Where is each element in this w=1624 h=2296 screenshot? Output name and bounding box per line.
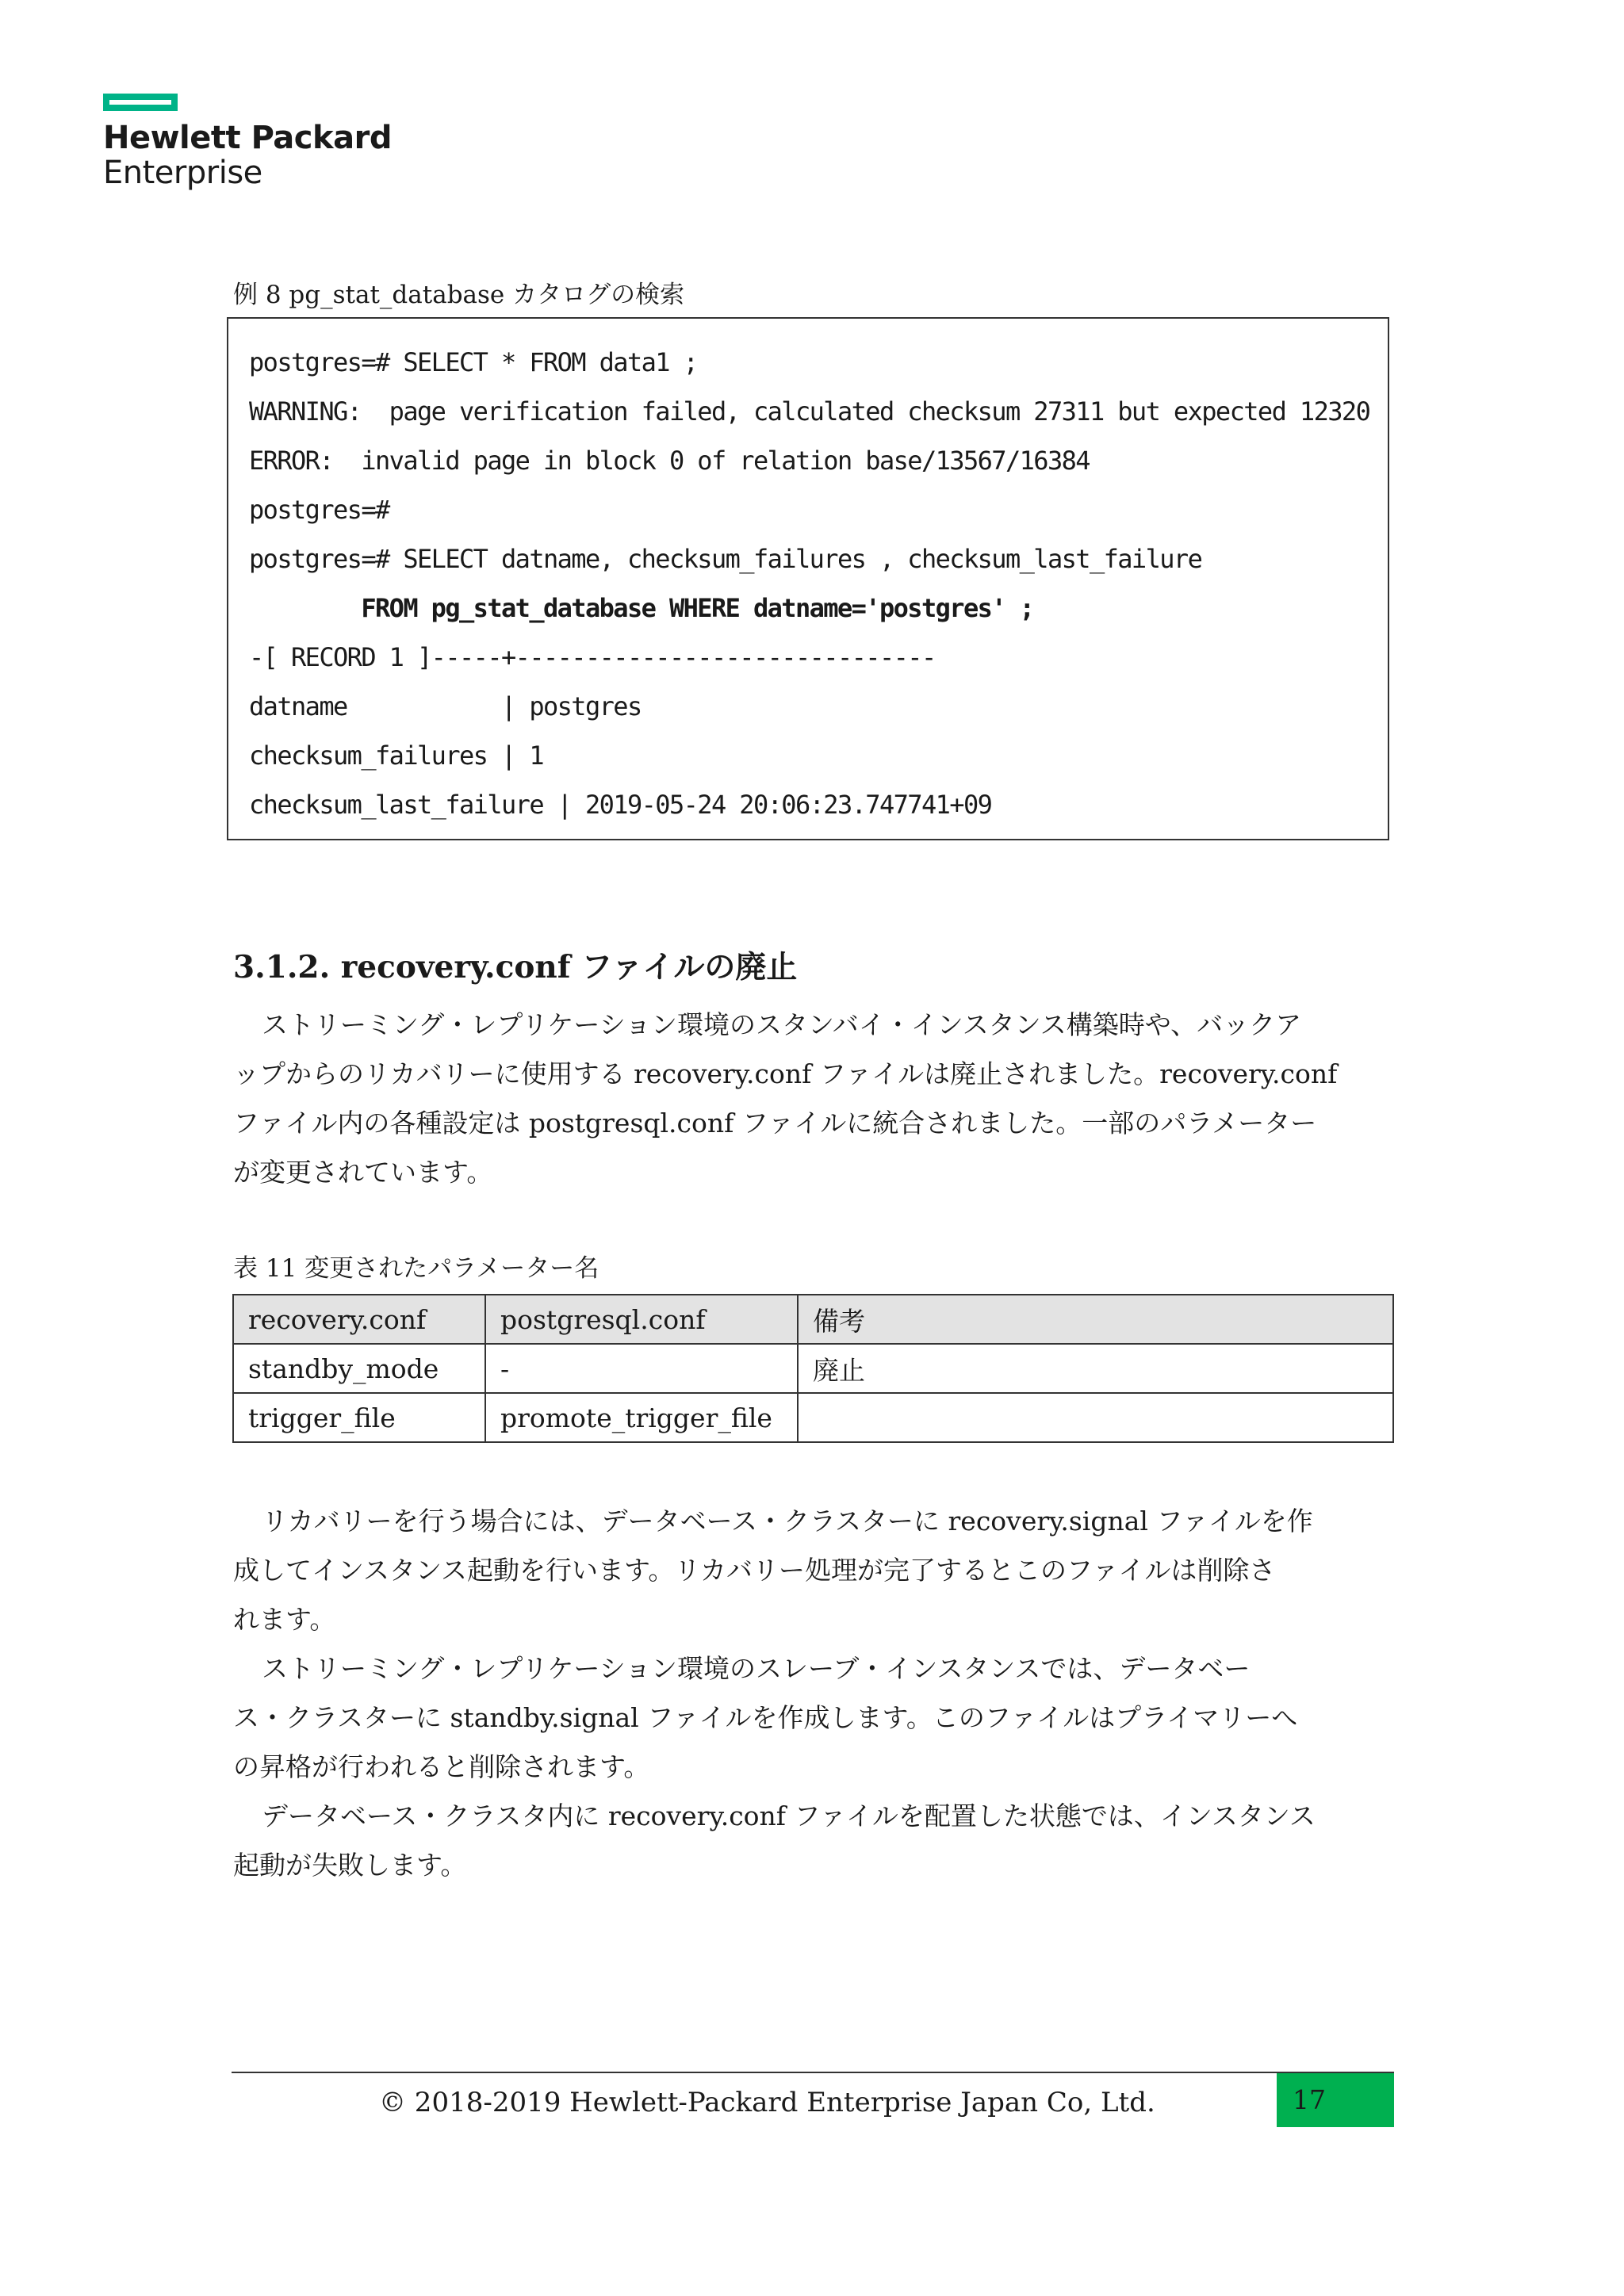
table-cell: 廃止: [798, 1344, 1393, 1393]
table-cell: promote_trigger_file: [485, 1393, 798, 1442]
table-cell: -: [485, 1344, 798, 1393]
section-heading: 3.1.2. recovery.conf ファイルの廃止: [233, 949, 798, 985]
table-header-cell: postgresql.conf: [485, 1295, 798, 1344]
paragraph-line: ファイル内の各種設定は postgresql.conf ファイルに統合されました。一部のパラメーター: [233, 1108, 1317, 1138]
paragraph-line: の昇格が行われると削除されます。: [233, 1751, 650, 1782]
table-header-row: [233, 1295, 1393, 1344]
footer-divider: [232, 2072, 1394, 2073]
table-row: [233, 1344, 1393, 1393]
table-cell: [798, 1393, 1393, 1442]
code-line: checksum_failures | 1: [249, 740, 543, 771]
code-line: -[ RECORD 1 ]-----+------------------------------: [249, 642, 936, 672]
code-line: WARNING: page verification failed, calculated checksum 27311 but expected 12320: [249, 396, 1370, 427]
table-caption: 表 11 変更されたパラメーター名: [233, 1254, 599, 1283]
paragraph-line: ストリーミング・レプリケーション環境のスレーブ・インスタンスでは、データベー: [262, 1653, 1251, 1684]
paragraph-line: ップからのリカバリーに使用する recovery.conf ファイルは廃止されました。recovery.conf: [233, 1058, 1338, 1089]
table-header-cell: 備考: [798, 1295, 1393, 1344]
code-line: datname | postgres: [249, 691, 642, 721]
paragraph-line: れます。: [233, 1604, 336, 1635]
footer-copyright: © 2018-2019 Hewlett-Packard Enterprise Japan Co, Ltd.: [379, 2087, 1155, 2118]
parameter-table: [232, 1294, 1394, 1443]
paragraph-line: が変更されています。: [233, 1157, 493, 1188]
example-caption: 例 8 pg_stat_database カタログの検索: [233, 281, 685, 309]
code-line: FROM pg_stat_database WHERE datname='postgres' ;: [249, 593, 1034, 623]
logo-text-line1: Hewlett Packard: [103, 120, 392, 156]
paragraph-line: ス・クラスターに standby.signal ファイルを作成します。このファイルはプライマリーへ: [233, 1702, 1298, 1733]
logo-text-line2: Enterprise: [103, 155, 262, 191]
hpe-logo-mark: [103, 94, 178, 111]
paragraph-line: 成してインスタンス起動を行います。リカバリー処理が完了するとこのファイルは削除さ: [233, 1555, 1276, 1586]
code-line: postgres=# SELECT datname, checksum_failures , checksum_last_failure: [249, 544, 1202, 574]
paragraph-line: データベース・クラスタ内に recovery.conf ファイルを配置した状態では、インスタンス: [262, 1800, 1316, 1831]
code-line: postgres=# SELECT * FROM data1 ;: [249, 347, 698, 377]
code-line: postgres=#: [249, 495, 389, 525]
table-header-cell: recovery.conf: [233, 1295, 485, 1344]
table-cell: standby_mode: [233, 1344, 485, 1393]
table-cell: trigger_file: [233, 1393, 485, 1442]
code-line: checksum_last_failure | 2019-05-24 20:06:23.747741+09: [249, 790, 992, 820]
code-example-box: [227, 317, 1389, 840]
paragraph-line: 起動が失敗します。: [233, 1850, 467, 1881]
table-row: [233, 1393, 1393, 1442]
paragraph-startup-failure: [233, 1792, 1394, 1890]
page-number: 17: [1277, 2073, 1394, 2127]
paragraph-line: リカバリーを行う場合には、データベース・クラスターに recovery.signal ファイルを作: [262, 1506, 1313, 1536]
paragraph-standby-signal: [233, 1644, 1394, 1792]
paragraph-recovery-conf-removed: [233, 1001, 1394, 1197]
hpe-logo: [103, 94, 392, 190]
paragraph-recovery-signal: [233, 1497, 1394, 1644]
paragraph-line: ストリーミング・レプリケーション環境のスタンバイ・インスタンス構築時や、バックア: [262, 1009, 1302, 1040]
code-line: ERROR: invalid page in block 0 of relation base/13567/16384: [249, 446, 1090, 476]
